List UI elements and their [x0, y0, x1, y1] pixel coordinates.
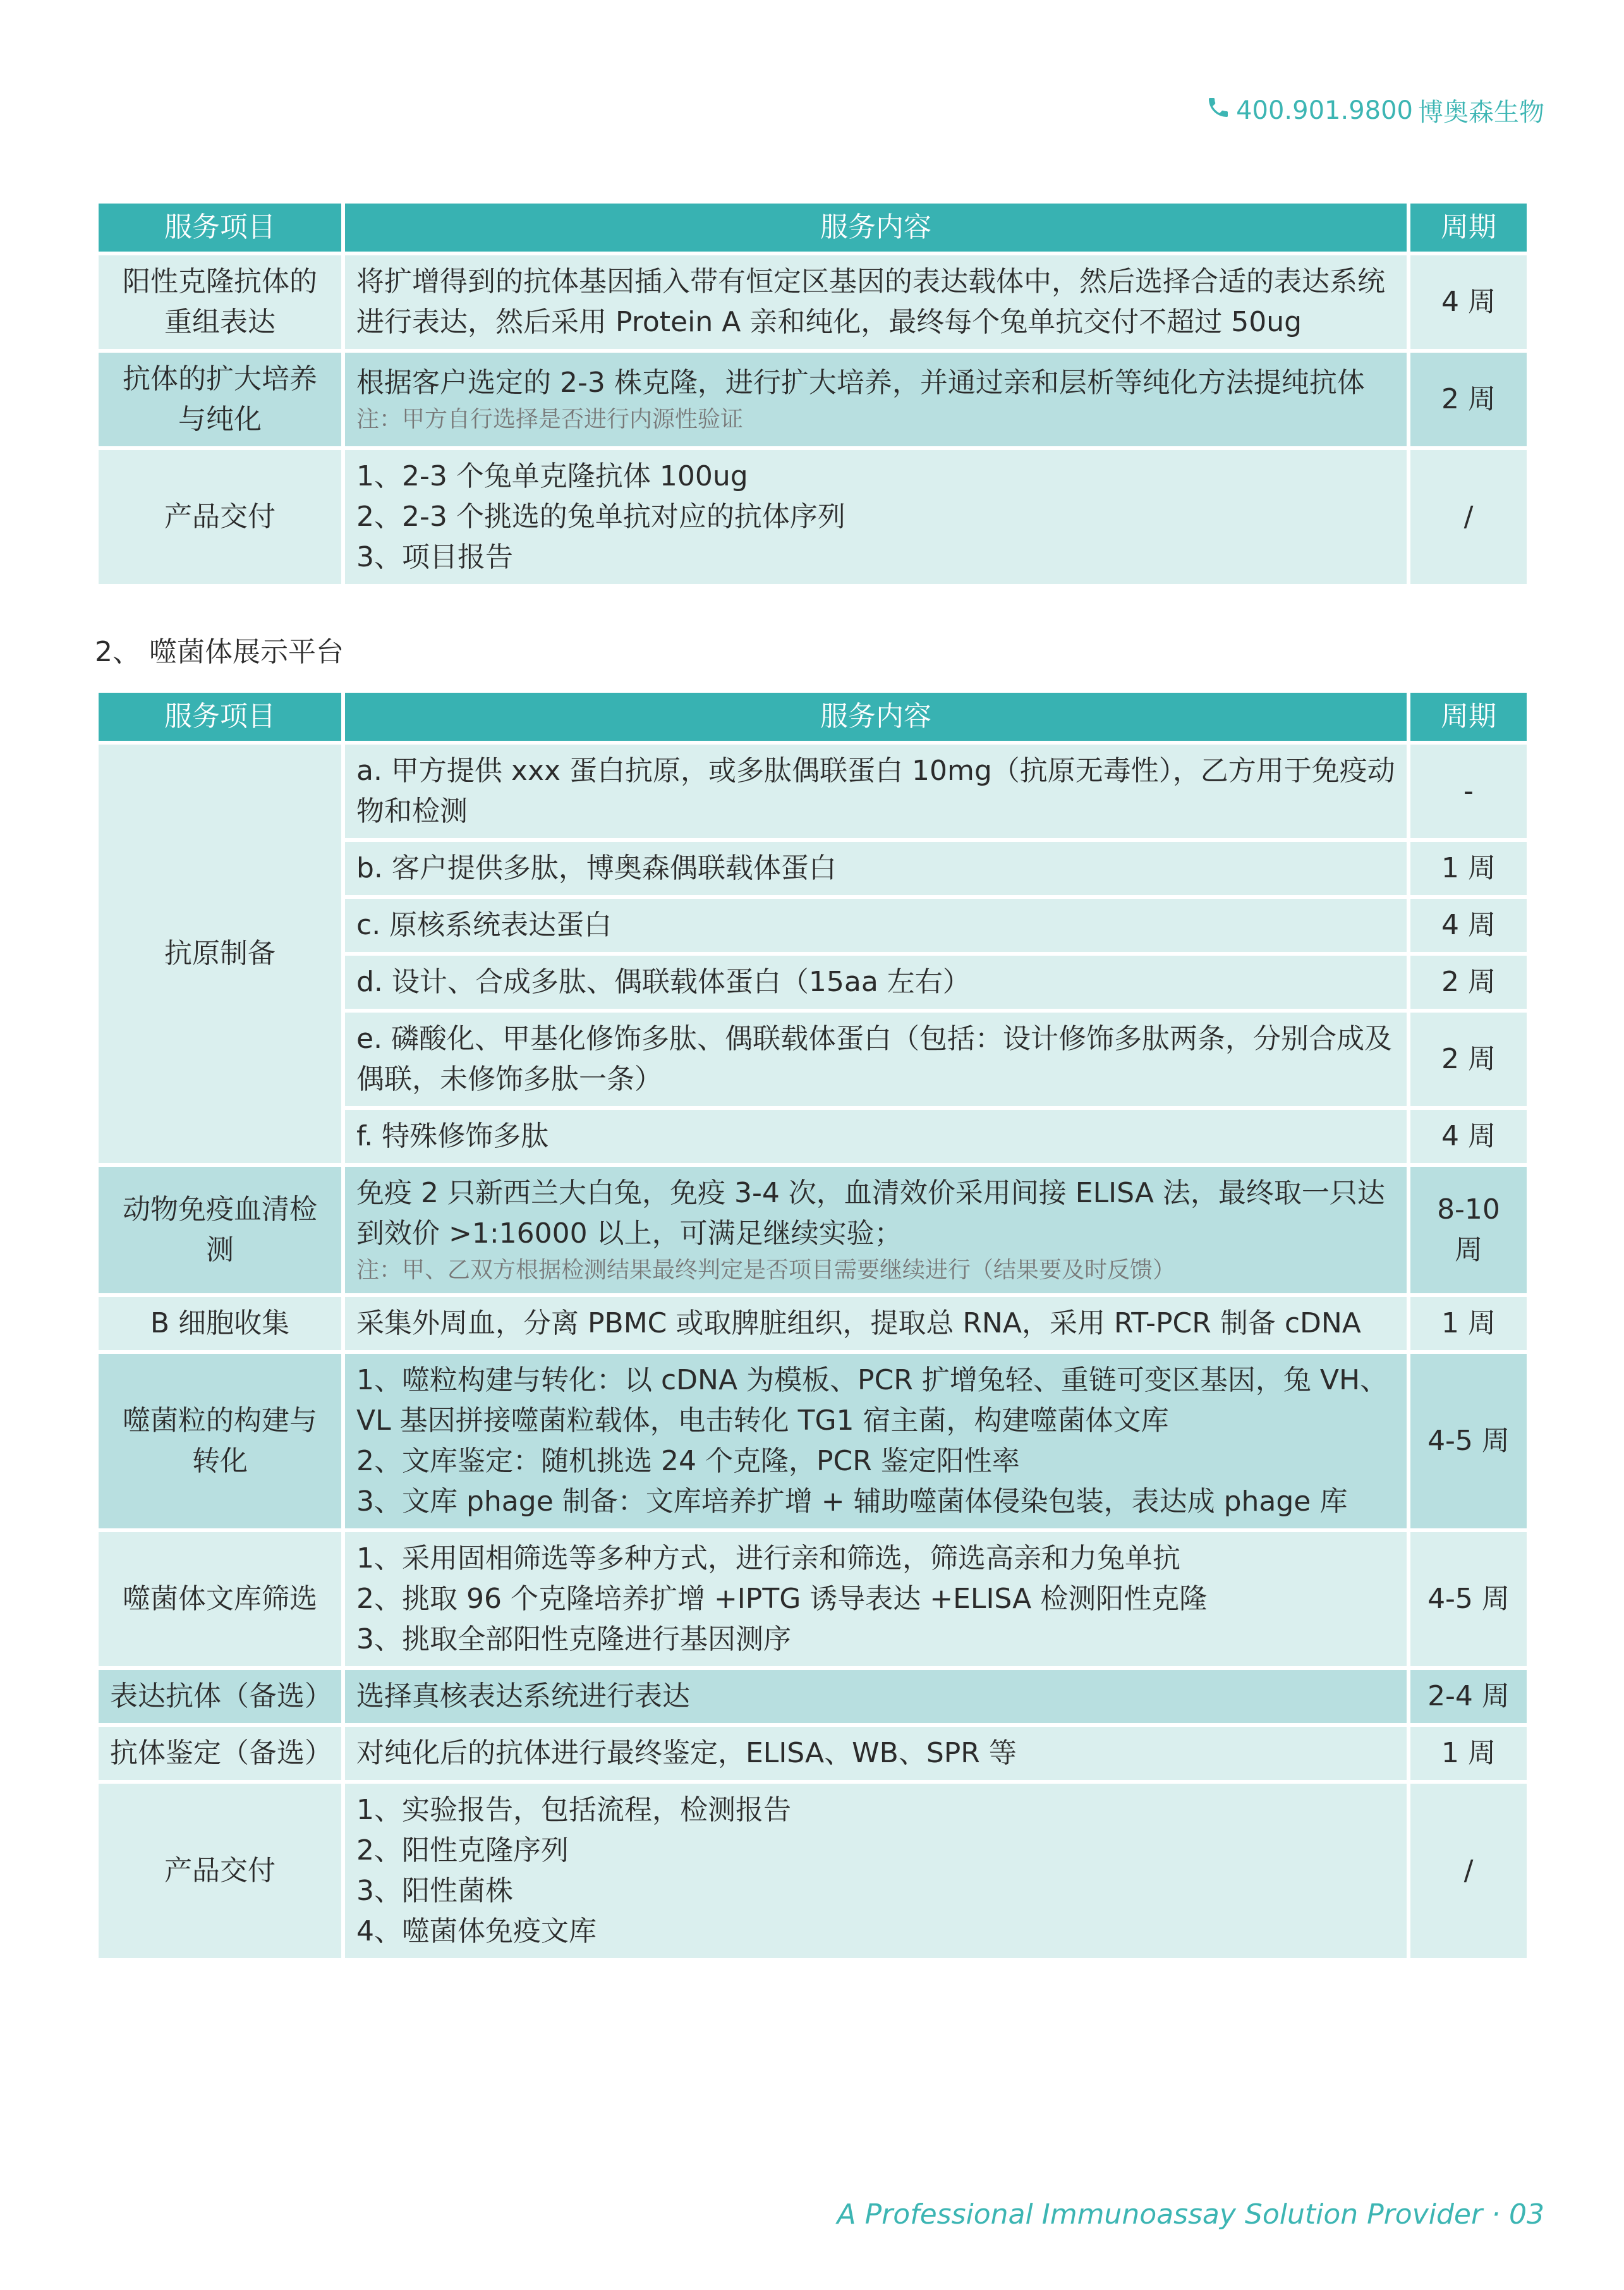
- service-period: 8-10 周: [1410, 1167, 1527, 1293]
- content-line: 3、文库 phage 制备：文库培养扩增 + 辅助噬菌体侵染包装，表达成 phage 库: [356, 1485, 1348, 1518]
- content-line: 2、挑取 96 个克隆培养扩增 +IPTG 诱导表达 +ELISA 检测阳性克隆: [356, 1583, 1208, 1615]
- table-row: [99, 255, 1527, 349]
- service-content: e. 磷酸化、甲基化修饰多肽、偶联载体蛋白（包括：设计修饰多肽两条，分别合成及偶联，未修饰多肽一条）: [345, 1013, 1407, 1106]
- table-row: [99, 450, 1527, 584]
- content-line: 免疫 2 只新西兰大白兔，免疫 3-4 次，血清效价采用间接 ELISA 法，最终取一只达到效价 >1:16000 以上，可满足继续实验；: [356, 1177, 1385, 1250]
- service-item: 表达抗体（备选）: [99, 1670, 341, 1723]
- content-line: 根据客户选定的 2-3 株克隆，进行扩大培养，并通过亲和层析等纯化方法提纯抗体: [356, 367, 1365, 399]
- content-line: 对纯化后的抗体进行最终鉴定，ELISA、WB、SPR 等: [356, 1737, 1017, 1769]
- content-line: 2、阳性克隆序列: [356, 1834, 569, 1867]
- service-period: 4 周: [1410, 899, 1527, 952]
- header-content: 服务内容: [345, 693, 1407, 741]
- service-content: [345, 1297, 1407, 1350]
- service-period: /: [1410, 1784, 1527, 1958]
- table-row: [99, 745, 1527, 838]
- footer-tagline: A Professional Immunoassay Solution Provider · 03: [837, 2198, 1544, 2231]
- service-table-2: [95, 689, 1530, 1962]
- service-period: 4 周: [1410, 255, 1527, 349]
- service-item: 噬菌粒的构建与转化: [99, 1354, 341, 1528]
- content-line: 1、采用固相筛选等多种方式，进行亲和筛选，筛选高亲和力兔单抗: [356, 1542, 1180, 1574]
- content-line: 将扩增得到的抗体基因插入带有恒定区基因的表达载体中，然后选择合适的表达系统进行表达，然后采用 Protein A 亲和纯化，最终每个兔单抗交付不超过 50ug: [356, 265, 1385, 338]
- content-line: 1、2-3 个兔单克隆抗体 100ug: [356, 460, 748, 492]
- service-content: [345, 1784, 1407, 1958]
- service-item: 产品交付: [99, 450, 341, 584]
- phone-icon: [1206, 95, 1231, 126]
- table-row: [99, 1670, 1527, 1723]
- table-row: [99, 1354, 1527, 1528]
- content-line: 2、2-3 个挑选的兔单抗对应的抗体序列: [356, 501, 845, 533]
- content-line: 3、挑取全部阳性克隆进行基因测序: [356, 1623, 791, 1655]
- service-content: d. 设计、合成多肽、偶联载体蛋白（15aa 左右）: [345, 956, 1407, 1009]
- header-content: 服务内容: [345, 204, 1407, 252]
- service-period: 2 周: [1410, 1013, 1527, 1106]
- service-table-1: [95, 200, 1530, 588]
- service-content: [345, 1167, 1407, 1293]
- service-item: 阳性克隆抗体的重组表达: [99, 255, 341, 349]
- content-line: 3、阳性菌株: [356, 1875, 513, 1907]
- section-title: 2、 噬菌体展示平台: [95, 636, 344, 668]
- service-content: [345, 1670, 1407, 1723]
- service-period: 4-5 周: [1410, 1354, 1527, 1528]
- service-period: -: [1410, 745, 1527, 838]
- service-item: B 细胞收集: [99, 1297, 341, 1350]
- service-content: [345, 450, 1407, 584]
- content-line: 1、噬粒构建与转化：以 cDNA 为模板、PCR 扩增兔轻、重链可变区基因，兔 VH、VL 基因拼接噬菌粒载体，电击转化 TG1 宿主菌，构建噬菌体文库: [356, 1364, 1388, 1437]
- header-contact: [1206, 92, 1544, 128]
- content-line: 采集外周血，分离 PBMC 或取脾脏组织，提取总 RNA，采用 RT-PCR 制备 cDNA: [356, 1307, 1361, 1339]
- content-line: 2、文库鉴定：随机挑选 24 个克隆，PCR 鉴定阳性率: [356, 1445, 1020, 1477]
- content-line: 4、噬菌体免疫文库: [356, 1915, 597, 1947]
- content-note: 注：甲、乙双方根据检测结果最终判定是否项目需要继续进行（结果要及时反馈）: [356, 1257, 1176, 1283]
- table-row: [99, 1532, 1527, 1666]
- service-item: 产品交付: [99, 1784, 341, 1958]
- content-note: 注：甲方自行选择是否进行内源性验证: [356, 406, 744, 432]
- table-row: [99, 1727, 1527, 1780]
- service-content: f. 特殊修饰多肽: [345, 1110, 1407, 1163]
- service-content: b. 客户提供多肽，博奥森偶联载体蛋白: [345, 842, 1407, 895]
- service-period: 4-5 周: [1410, 1532, 1527, 1666]
- service-period: 1 周: [1410, 1727, 1527, 1780]
- content-line: 3、项目报告: [356, 541, 513, 573]
- header-item: 服务项目: [99, 693, 341, 741]
- table-row: [99, 1167, 1527, 1293]
- content-line: 选择真核表达系统进行表达: [356, 1680, 690, 1712]
- service-content: [345, 1727, 1407, 1780]
- table-row: [99, 1297, 1527, 1350]
- service-item: 抗体的扩大培养与纯化: [99, 353, 341, 446]
- service-period: 1 周: [1410, 842, 1527, 895]
- service-item: 抗体鉴定（备选）: [99, 1727, 341, 1780]
- service-period: 2 周: [1410, 353, 1527, 446]
- header-period: 周期: [1410, 204, 1527, 252]
- header-period: 周期: [1410, 693, 1527, 741]
- service-item: 噬菌体文库筛选: [99, 1532, 341, 1666]
- table-row: [99, 353, 1527, 446]
- service-period: 4 周: [1410, 1110, 1527, 1163]
- service-content: [345, 255, 1407, 349]
- content-line: 1、实验报告，包括流程，检测报告: [356, 1794, 791, 1826]
- service-period: 2-4 周: [1410, 1670, 1527, 1723]
- table-row: [99, 1784, 1527, 1958]
- service-content: c. 原核系统表达蛋白: [345, 899, 1407, 952]
- service-content: [345, 1532, 1407, 1666]
- service-period: 2 周: [1410, 956, 1527, 1009]
- header-item: 服务项目: [99, 204, 341, 252]
- service-item: 抗原制备: [99, 745, 341, 1163]
- service-period: /: [1410, 450, 1527, 584]
- service-item: 动物免疫血清检测: [99, 1167, 341, 1293]
- company-name: 博奥森生物: [1418, 98, 1544, 127]
- service-content: [345, 1354, 1407, 1528]
- service-period: 1 周: [1410, 1297, 1527, 1350]
- phone-number: 400.901.9800: [1236, 95, 1413, 125]
- service-content: a. 甲方提供 xxx 蛋白抗原，或多肽偶联蛋白 10mg（抗原无毒性），乙方用于免疫动物和检测: [345, 745, 1407, 838]
- service-content: [345, 353, 1407, 446]
